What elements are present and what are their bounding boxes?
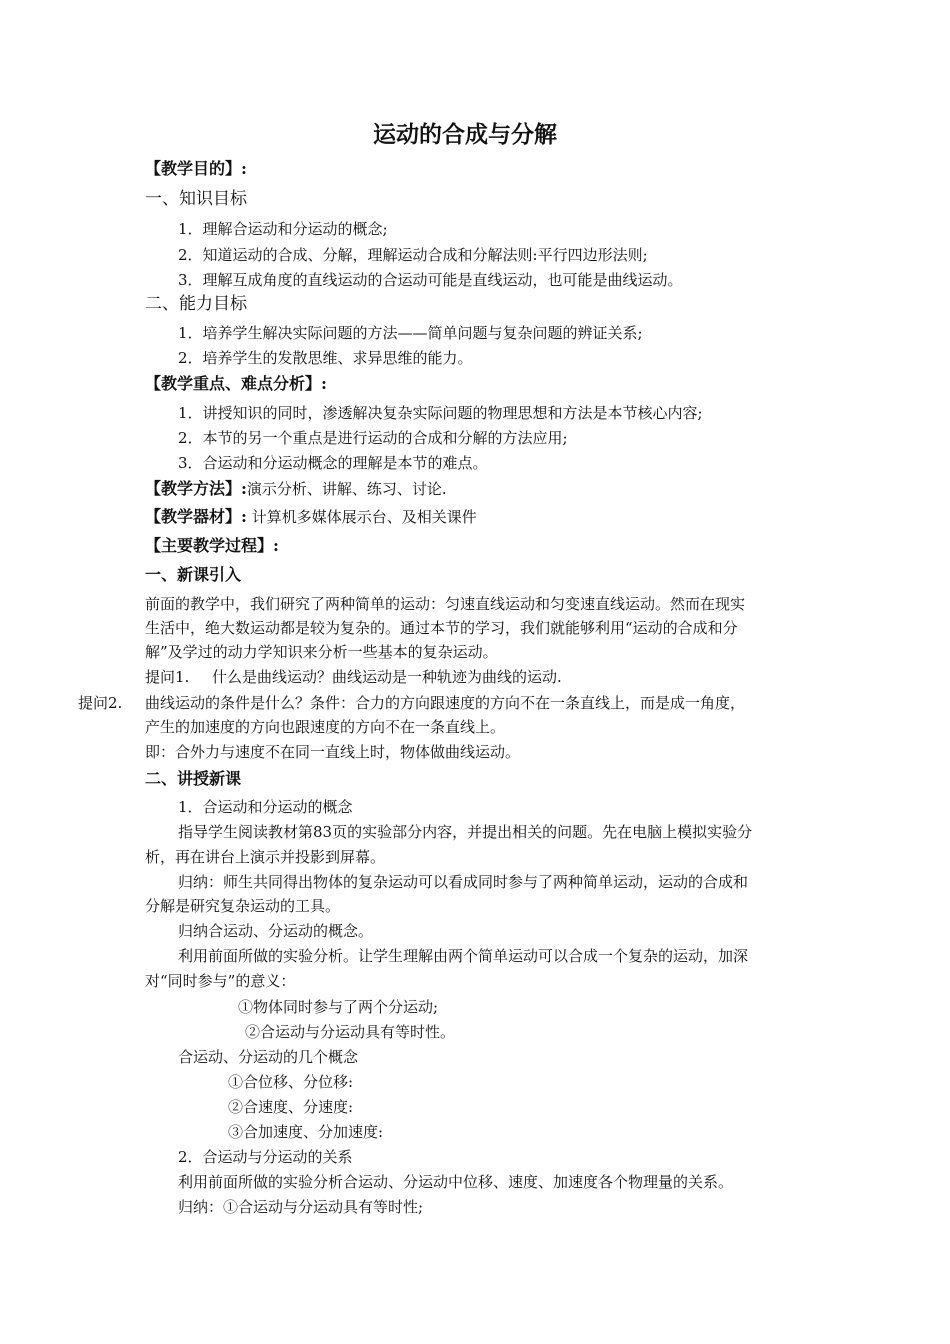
concept-2-heading: 2．合运动与分运动的关系 — [178, 1148, 353, 1166]
concept-1-heading: 1．合运动和分运动的概念 — [178, 798, 353, 816]
ability-goal-2: 2．培养学生的发散思维、求异思维的能力。 — [178, 349, 473, 367]
keypoint-3: 3．合运动和分运动概念的理解是本节的难点。 — [178, 454, 488, 472]
equipment-line — [145, 506, 477, 528]
concept-1-bullet-1: ①物体同时参与了两个分运动; — [238, 998, 439, 1016]
section-intro-heading: 一、新课引入 — [145, 565, 242, 584]
ability-goals-heading: 二、能力目标 — [145, 294, 247, 314]
intro-paragraph-line-1: 前面的教学中，我们研究了两种简单的运动：匀速直线运动和匀变速直线运动。然而在现实 — [145, 595, 746, 613]
concept-1-p2-line-2: 分解是研究复杂运动的工具。 — [145, 897, 341, 915]
concept-2-summary: 归纳：①合运动与分运动具有等时性; — [178, 1198, 424, 1216]
concept-1-p1-line-2: 析，再在讲台上演示并投影到屏幕。 — [145, 848, 386, 866]
keypoint-1: 1．讲授知识的同时，渗透解决复杂实际问题的物理思想和方法是本节核心内容; — [178, 404, 703, 422]
question-2-line-2: 产生的加速度的方向也跟速度的方向不在一条直线上。 — [145, 718, 506, 736]
concept-1-p4-line-2: 对“同时参与”的意义： — [145, 972, 296, 990]
page-title: 运动的合成与分解 — [373, 121, 557, 148]
equipment-heading: 【教学器材】: — [145, 507, 247, 526]
knowledge-goal-2: 2．知道运动的合成、分解，理解运动合成和分解法则:平行四边形法则; — [178, 246, 648, 264]
section-new-lesson-heading: 二、讲授新课 — [145, 769, 242, 788]
knowledge-goal-3: 3．理解互成角度的直线运动的合运动可能是直线运动，也可能是曲线运动。 — [178, 271, 683, 289]
knowledge-goal-1: 1．理解合运动和分运动的概念; — [178, 220, 388, 238]
several-concepts-heading: 合运动、分运动的几个概念 — [178, 1048, 359, 1066]
conclusion-line: 即：合外力与速度不在同一直线上时，物体做曲线运动。 — [145, 743, 521, 761]
ability-goal-1: 1．培养学生解决实际问题的方法——简单问题与复杂问题的辨证关系; — [178, 324, 643, 342]
question-1-label: 提问1. — [145, 668, 190, 686]
concept-2-paragraph: 利用前面所做的实验分析合运动、分运动中位移、速度、加速度各个物理量的关系。 — [178, 1173, 734, 1191]
concept-1-bullet-2: ②合运动与分运动具有等时性。 — [245, 1023, 456, 1041]
question-2-line-1: 曲线运动的条件是什么？条件：合力的方向跟速度的方向不在一条直线上，而是成一角度， — [145, 694, 746, 712]
concept-acceleration: ③合加速度、分加速度: — [228, 1123, 384, 1141]
method-text: 演示分析、讲解、练习、讨论. — [246, 480, 447, 498]
method-line — [145, 478, 447, 500]
intro-paragraph-line-3: 解”及学过的动力学知识来分析一些基本的复杂运动。 — [145, 643, 498, 661]
concept-1-p4-line-1: 利用前面所做的实验分析。让学生理解由两个简单运动可以合成一个复杂的运动，加深 — [178, 947, 749, 965]
question-2-label: 提问2. — [78, 694, 123, 712]
method-heading: 【教学方法】: — [145, 479, 247, 498]
concept-1-p1-line-1: 指导学生阅读教材第83页的实验部分内容，并提出相关的问题。先在电脑上模拟实验分 — [178, 823, 753, 841]
process-heading: 【主要教学过程】: — [145, 536, 279, 555]
keypoint-2: 2．本节的另一个重点是进行运动的合成和分解的方法应用; — [178, 429, 568, 447]
knowledge-goals-heading: 一、知识目标 — [145, 189, 247, 209]
keypoints-heading: 【教学重点、难点分析】: — [145, 374, 327, 393]
objectives-heading: 【教学目的】: — [145, 159, 247, 178]
concept-1-p3: 归纳合运动、分运动的概念。 — [178, 922, 374, 940]
equipment-text: 计算机多媒体展示台、及相关课件 — [251, 508, 477, 526]
intro-paragraph-line-2: 生活中，绝大数运动都是较为复杂的。通过本节的学习，我们就能够利用“运动的合成和分 — [145, 619, 738, 637]
concept-displacement: ①合位移、分位移: — [228, 1073, 354, 1091]
concept-1-p2-line-1: 归纳：师生共同得出物体的复杂运动可以看成同时参与了两种简单运动，运动的合成和 — [178, 873, 749, 891]
question-1-text: 什么是曲线运动？曲线运动是一种轨迹为曲线的运动. — [212, 668, 562, 686]
concept-velocity: ②合速度、分速度: — [228, 1098, 354, 1116]
